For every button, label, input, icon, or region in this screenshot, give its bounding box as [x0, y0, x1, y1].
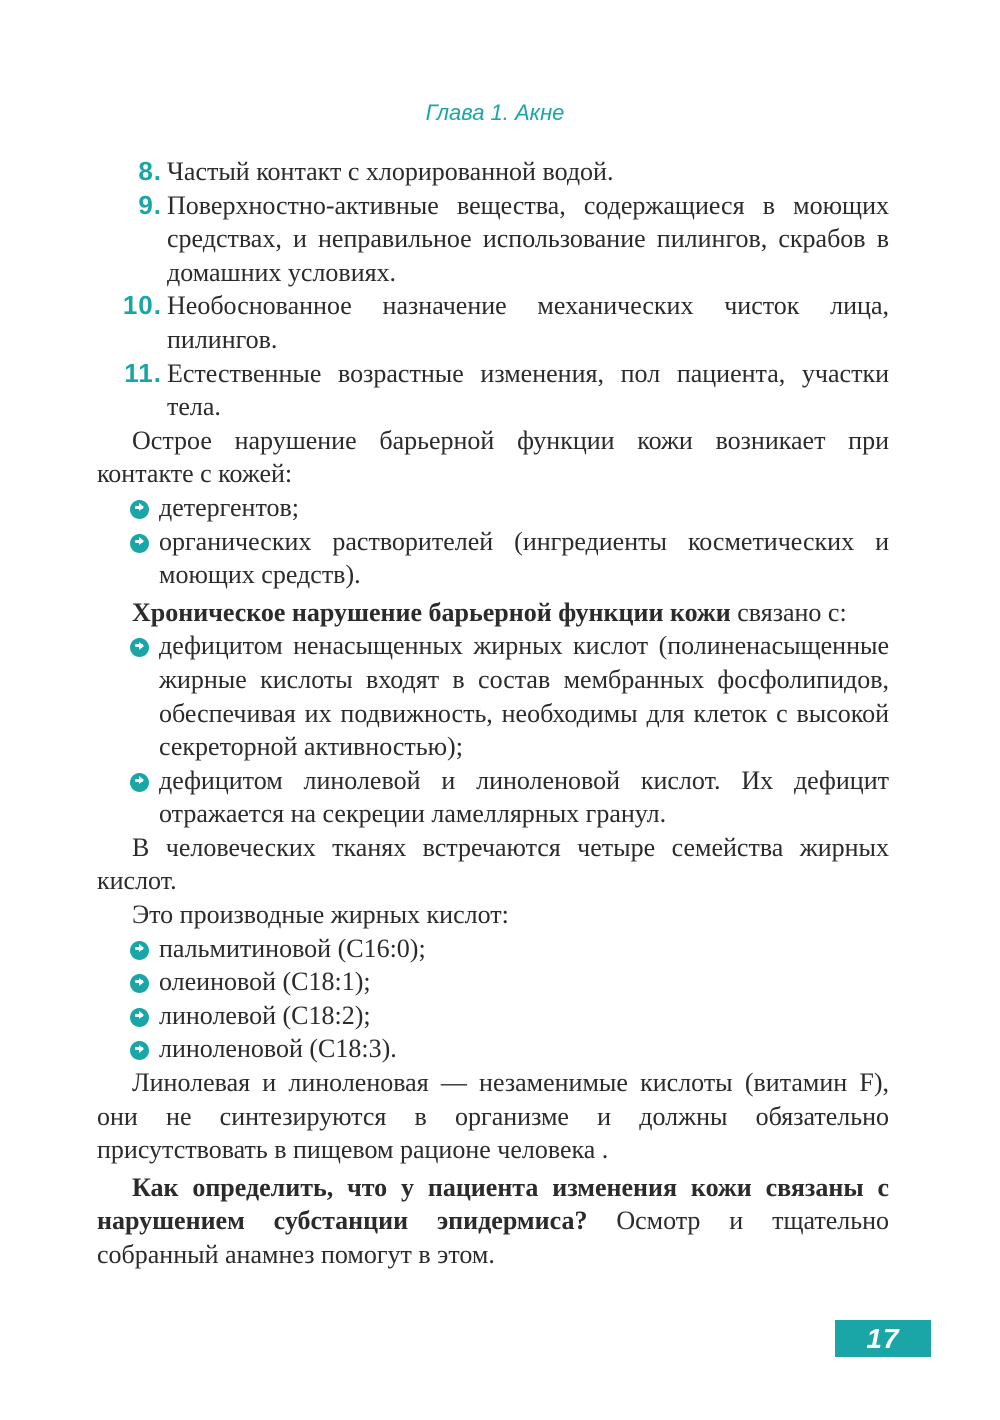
- bullet-text: пальмитиновой (С16:0);: [159, 933, 426, 963]
- question-rest: Осмотр и тщательно собранный анамнез помогут в этом.: [97, 1206, 889, 1269]
- bullet-item: [97, 491, 889, 525]
- numbered-item-10: [97, 289, 889, 356]
- question-bold: Как определить, что у пациента изменения кожи связаны с нарушением субстанции эпидермиса?: [97, 1172, 889, 1236]
- essential-acids-text: Линолевая и линоленовая — незаменимые кислоты (витамин F), они не синтезируются в организме и должны обязательно присутствовать в пищевом рационе человека .: [97, 1068, 889, 1165]
- numbered-item-11: [97, 357, 889, 424]
- bullet-item: [97, 999, 889, 1033]
- item-text: Необоснованное назначение механических чисток лица, пилингов.: [167, 291, 889, 354]
- page-number: 17: [835, 1320, 931, 1357]
- bullet-text: линолевой (С18:2);: [159, 1000, 371, 1030]
- acute-intro: Острое нарушение барьерной функции кожи возникает при контакте с кожей:: [97, 425, 889, 489]
- bullet-item: [97, 1032, 889, 1066]
- item-number: 11.: [124, 357, 162, 388]
- bullet-item: [97, 629, 889, 763]
- arrow-bullet-icon: [130, 1041, 149, 1060]
- bullet-item: [97, 764, 889, 831]
- bullet-item: [97, 965, 889, 999]
- chronic-intro-bold: Хроническое нарушение барьерной функции кожи: [132, 597, 731, 627]
- arrow-bullet-icon: [130, 638, 149, 657]
- arrow-bullet-icon: [130, 773, 149, 792]
- arrow-bullet-icon: [130, 500, 149, 519]
- chapter-header: Глава 1. Акне: [425, 100, 565, 125]
- arrow-bullet-icon: [130, 534, 149, 553]
- arrow-bullet-icon: [130, 1008, 149, 1027]
- item-text: Естественные возрастные изменения, пол пациента, участки тела.: [167, 358, 889, 422]
- derivatives-intro: Это производные жирных кислот:: [132, 900, 509, 930]
- bullet-text: дефицитом ненасыщенных жирных кислот (полиненасыщенные жирные кислоты входят в состав мембранных фосфолипидов, обеспечивая их подвижность, необходимы для клеток с высокой секреторной активностью);: [159, 631, 889, 762]
- bullet-text: дефицитом линолевой и линоленовой кислот. Их дефицит отражается на секреции ламеллярных гранул.: [159, 765, 889, 829]
- arrow-bullet-icon: [130, 941, 149, 960]
- bullet-text: линоленовой (С18:3).: [159, 1034, 397, 1064]
- numbered-item-9: [97, 189, 889, 290]
- chronic-intro: [97, 596, 889, 630]
- question-paragraph: [97, 1171, 889, 1272]
- item-text: Поверхностно-активные вещества, содержащиеся в моющих средствах, и неправильное использование пилингов, скрабов в домашних условиях.: [167, 190, 889, 287]
- bullet-text: детергентов;: [159, 492, 299, 522]
- bullet-text: органических растворителей (ингредиенты косметических и моющих средств).: [159, 526, 889, 590]
- item-text: Частый контакт с хлорированной водой.: [167, 157, 614, 186]
- item-number: 8.: [138, 156, 162, 186]
- arrow-bullet-icon: [130, 974, 149, 993]
- item-number: 10.: [122, 290, 162, 321]
- families-text: В человеческих тканях встречаются четыре семейства жирных кислот.: [97, 832, 889, 896]
- bullet-item: [97, 932, 889, 966]
- bullet-item: [97, 525, 889, 592]
- item-number: 9.: [138, 189, 162, 220]
- page-body: [97, 155, 889, 1272]
- bullet-text: олеиновой (С18:1);: [159, 967, 371, 997]
- chronic-intro-rest: связано с:: [730, 597, 847, 627]
- numbered-item-8: [97, 155, 889, 189]
